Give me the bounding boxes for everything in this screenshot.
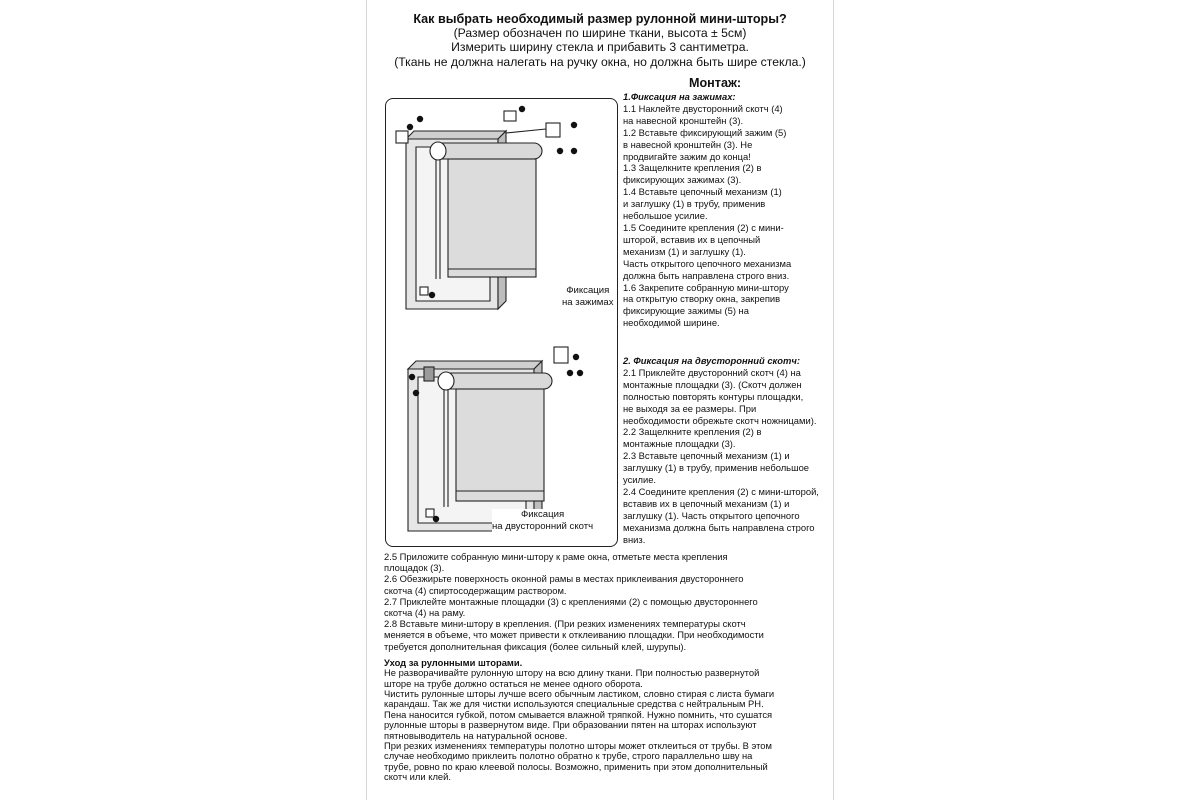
section-1-line: необходимой ширине. [623,317,720,329]
caption-tape-line-1: Фиксация [521,509,565,520]
care-line: рулонные шторы в развернутом виде. При образовании пятен на шторах используют [384,719,757,731]
section-1-line: 1.4 Вставьте цепочный механизм (1) [623,186,782,198]
steps-continued [384,551,824,652]
section-1-line: 1.3 Защелкните крепления (2) в [623,162,762,174]
section-1-line: должна быть направлена строго вниз. [623,269,790,281]
section-1-line: в навесной кронштейн (3). Не [623,138,753,150]
care-body [384,668,824,782]
step-line: меняется в объеме, что может привести к отклеиванию площадки. При необходимости [384,629,764,641]
care-line: шторе на трубе должно остаться не менее одного оборота. [384,677,643,689]
caption-tape [492,509,593,533]
section-2-line: монтажные площадки (3). [623,438,736,450]
section-2-body [623,367,835,546]
section-2-line: не выходя за ее размеры. При [623,402,757,414]
section-1-line: шторой, вставив их в цепочный [623,233,761,245]
section-1-line: фиксирующих зажимах (3). [623,174,742,186]
step-line: скотча (4) на раму. [384,607,466,619]
section-2-heading: 2. Фиксация на двусторонний скотч: [623,355,800,366]
care-line: скотч или клей. [384,771,451,783]
section-2-line: усилие. [623,474,657,486]
care-line: карандаш. Так же для чистки используются специальные средства с нейтральным PH. [384,698,764,710]
fabric-top [448,159,536,277]
care-section [384,658,824,783]
step-line: 2.6 Обезжирьте поверхность оконной рамы в местах приклеивания двустороннего [384,573,744,585]
section-2-line: монтажные площадки (3). (Скотч должен [623,378,802,390]
section-2-line: 2.1 Приклейте двусторонний скотч (4) на [623,366,801,378]
section-1-body [623,103,835,329]
section-2-line: полностью повторять контуры площадки, [623,390,804,402]
header [367,0,833,69]
caption-clamps-line-1: Фиксация [566,285,610,296]
section-2-line: 2.3 Вставьте цепочный механизм (1) и [623,450,790,462]
lower-text [384,551,824,783]
header-line-2: Измерить ширину стекла и прибавить 3 сантиметра. [451,40,749,55]
section-2-line: заглушку (1) в трубу, применив небольшое [623,462,810,474]
section-2-line: вниз. [623,533,646,545]
section-1-line: механизм (1) и заглушку (1). [623,245,746,257]
step-line: площадок (3). [384,562,445,574]
section-1-line: 1.5 Соедините крепления (2) с мини- [623,221,784,233]
section-1-line: Часть открытого цепочного механизма [623,257,792,269]
section-2-line: 2.2 Защелкните крепления (2) в [623,426,762,438]
section-1-line: фиксирующие зажимы (5) на [623,305,749,317]
care-line: случае необходимо приклеить полотно обратно к трубе, строго параллельно шву на [384,750,753,762]
section-1-line: небольшое усилие. [623,210,708,222]
section-2-line: механизма должна быть направлена строго [623,521,815,533]
section-2-line: вставив их в цепочный механизм (1) и [623,497,790,509]
instruction-sheet [366,0,834,800]
step-line: 2.7 Приклейте монтажные площадки (3) с креплениями (2) с помощью двустороннего [384,595,758,607]
page-title: Как выбрать необходимый размер рулонной мини-шторы? [413,12,787,26]
roller-tube-bottom [440,373,552,389]
care-line: пятновыводитель на натуральной основе. [384,729,568,741]
section-1-line: на навесной кронштейн (3). [623,114,744,126]
header-line-3: (Ткань не должна налегать на ручку окна, но должна быть шире стекла.) [394,54,806,69]
step-line: скотча (4) спиртосодержащим раствором. [384,584,567,596]
care-line: Не разворачивайте рулонную штору на всю длину ткани. При полностью развернутой [384,667,760,679]
header-line-1: (Размер обозначен по ширине ткани, высота ± 5см) [453,26,747,41]
section-1-line: 1.2 Вставьте фиксирующий зажим (5) [623,126,787,138]
section-1-line: и заглушку (1) в трубу, применив [623,198,766,210]
section-2 [623,355,835,546]
caption-tape-line-2: на двусторонний скотч [492,521,594,532]
section-1-line: продвигайте зажим до конца! [623,150,751,162]
section-1-line: на открытую створку окна, закрепив [623,293,781,305]
section-1 [623,91,835,329]
montage-title: Монтаж: [689,76,742,90]
section-1-line: 1.6 Закрепите собранную мини-штору [623,281,789,293]
section-2-line: необходимости обрежьте скотч ножницами). [623,414,817,426]
care-heading: Уход за рулонными шторами. [384,656,523,668]
care-line: Чистить рулонные шторы лучше всего обычным ластиком, словно стирая с листа бумаги [384,688,775,700]
section-2-line: 2.4 Соедините крепления (2) с мини-шторой, [623,485,819,497]
fabric-bottom [456,389,544,501]
step-line: 2.5 Приложите собранную мини-штору к раме окна, отметьте места крепления [384,551,728,562]
roller-tube-top [432,143,542,159]
care-line: Пена наносится губкой, потом смывается влажной тряпкой. Нужно помнить, что сушатся [384,708,773,720]
caption-clamps [562,285,614,309]
step-line: 2.8 Вставьте мини-штору в крепления. (При резких изменениях температуры скотч [384,618,746,630]
care-line: трубе, ровно по краю клеевой полосы. Возможно, применить при этом дополнительный [384,760,768,772]
step-line: требуется дополнительная фиксация (более сильный клей, шурупы). [384,640,687,652]
installation-figure [385,98,618,547]
caption-clamps-line-2: на зажимах [562,297,614,308]
section-1-heading: 1.Фиксация на зажимах: [623,91,736,102]
installation-diagram [386,99,617,546]
section-1-line: 1.1 Наклейте двусторонний скотч (4) [623,102,783,114]
section-2-line: заглушку (1). Часть открытого цепочного [623,509,800,521]
care-line: При резких изменениях температуры полотно шторы может отклеиться от трубы. В этом [384,740,772,752]
